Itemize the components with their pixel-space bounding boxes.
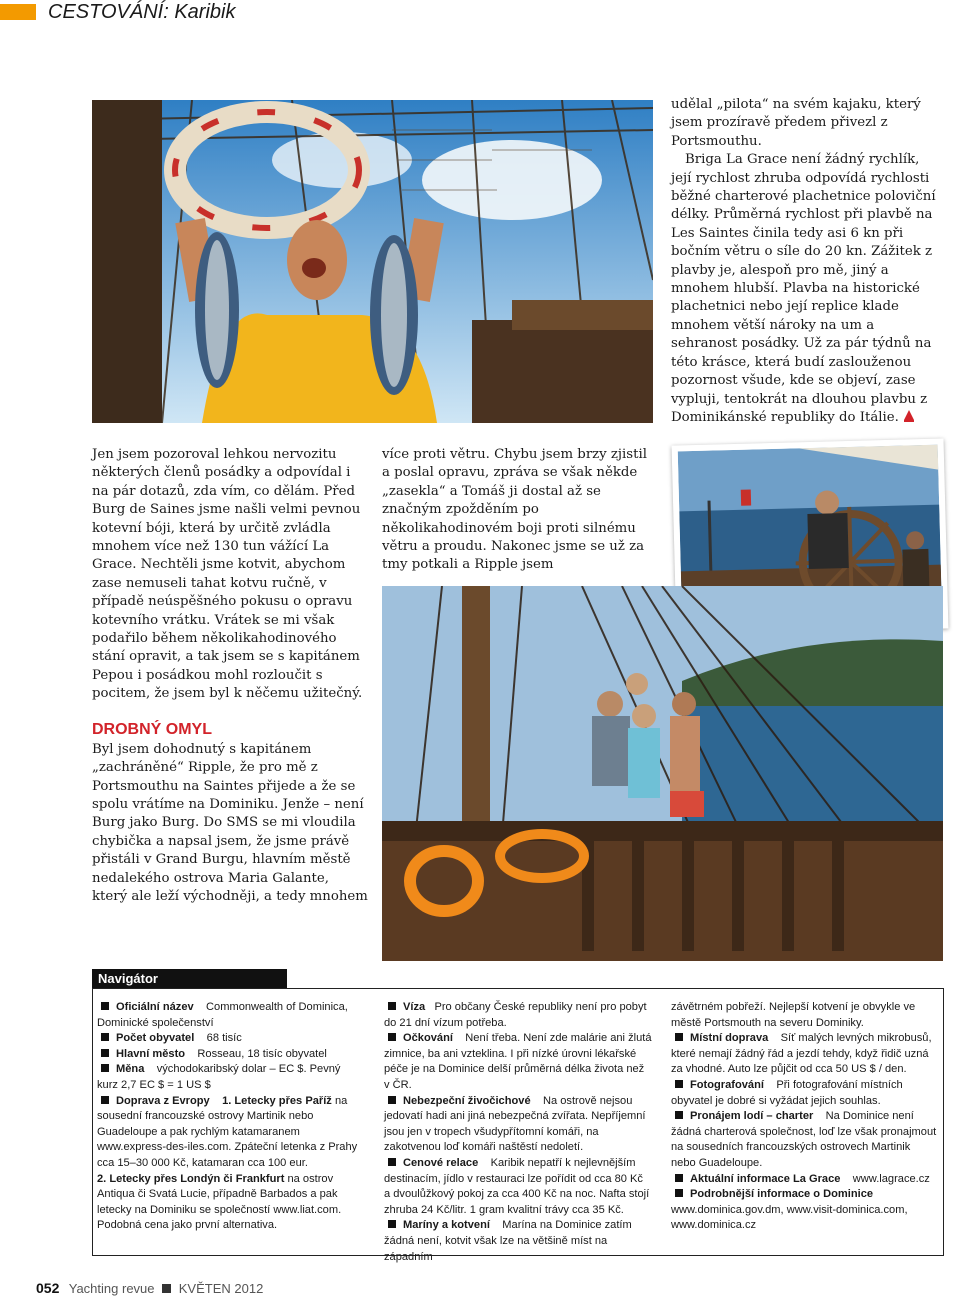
info-item: Cenové relace Karibik nepatří k nejlevnějším destinacím, jídlo v restauraci lze pořídit od cca 80 Kč a dvoulůžkový pokoj za cca 400 Kč na noc. Nafta stojí zhruba 24 Kč/litr. 1 gram kvalitní trávy cca 35 Kč.	[384, 1156, 650, 1216]
info-item: Hlavní město Rosseau, 18 tisíc obyvatel	[97, 1047, 359, 1063]
text-column-middle	[382, 446, 654, 575]
info-item: Očkování Není třeba. Není zde malárie ani žlutá zimnice, ba ani vzteklina. I při nízké úrovni lékařské péče je na Dominice delší průměrná délka života než v ČR.	[384, 1032, 652, 1091]
paragraph: Byl jsem dohodnutý s kapitánem „zachráněné“ Ripple, že pro mě z Portsmouthu na Saintes přijede a že se spolu vrátíme na Dominiku. Jenže – není Burg jako Burg. Do SMS se mi vloudila chybička a napsal jsem, že jsme právě přistáli v Grand Burgu, hlavním městě nedalekého ostrova Maria Galante, který ale leží východněji, a tedy mnohem	[92, 741, 368, 904]
info-item: Měna východokaribský dolar – EC $. Pevný kurz 2,7 EC $ = 1 US $	[97, 1063, 341, 1091]
info-item: Oficiální název Commonwealth of Dominica, Dominické společenství	[97, 1001, 348, 1029]
info-item: 2. Letecky přes Londýn či Frankfurt na ostrov Antiqua či Svatá Lucie, případně Barbados a pak letecky na Dominiku se společností www.liat.com. Podobná cena jako první alternativa.	[97, 1172, 342, 1232]
info-item: Počet obyvatel 68 tisíc	[97, 1031, 359, 1047]
paragraph: Briga La Grace není žádný rychlík, její rychlost zhruba odpovídá rychlosti běžné charterové plachetnice poloviční délky. Průměrná rychlost při plavbě na Les Saintes činila tedy asi 6 kn při bočním větru o síle do 20 kn. Zážitek z plavby je, alespoň pro mě, jiný a mnohem hlubší. Plavba na historické plachetnici nebo její replice klade mnohem větší nároky na um a sehranost posádky. Už za pár týdnů na této krásce, která budí zaslouženou pozornost všude, kde se objeví, zase vypluji, tentokrát na dlouhou plavbu z Dominikánské republiky do Itálie.	[671, 152, 936, 425]
photo-fisherman-with-tunas	[92, 100, 653, 423]
info-item: Maríny a kotvení Marína na Dominice zatím žádná není, kotvit však lze na většině míst na západním	[384, 1219, 632, 1263]
separator-square-icon	[162, 1284, 171, 1293]
info-item: Místní doprava Síť malých levných mikrobusů, které nemají žádný řád a jezdí tehdy, když řidič uzná za vhodné. Auto lze půjčit od cca 50 US $ / den.	[671, 1032, 932, 1076]
paragraph: více proti větru. Chybu jsem brzy zjistil a poslal opravu, zpráva se však někde „zasekla“ a Tomáš ji dostal až se značným zpožděním po několikahodinovém boji proti silnému větru a proudu. Nakonec jsme se už za tmy potkali a Ripple jsem	[382, 447, 647, 573]
info-item: Aktuální informace La Grace www.lagrace.cz	[671, 1172, 937, 1188]
info-item: Podrobnější informace o Dominice www.dominica.gov.dm, www.visit-dominica.com, www.dominica.cz	[671, 1188, 908, 1232]
paragraph: Jen jsem pozoroval lehkou nervozitu některých členů posádky a odpovídal i na pár dotazů, zda vím, co dělám. Před Burg de Saines jsme našli velmi pevnou kotevní bóji, která by určitě zvládla mnohem více než 130 tun vážící La Grace. Nechtěli jsme kotvit, abychom zase nemuseli tahat kotvu ručně, v případě neúspěšného pokusu o opravu kotevního vrátku. Vrátek se mi však podařilo během několikahodinového stání opravit, a tak jsem se s kapitánem Pepou i posádkou mohl rozloučit s pocitem, že jsem byl k něčemu užitečný.	[92, 447, 363, 702]
navigator-column-2	[384, 1000, 652, 1265]
info-item: závětrném pobřeží. Nejlepší kotvení je obvykle ve městě Portsmouth na severu Dominiky.	[671, 1001, 916, 1029]
text-column-left	[92, 446, 368, 906]
info-item: Víza Pro občany České republiky není pro pobyt do 21 dní vízum potřeba.	[384, 1001, 647, 1029]
info-item: Pronájem lodí – charter Na Dominice není žádná charterová společnost, loď lze však pronajmout na sousedních francouzských ostrovech Martinik nebo Guadeloupe.	[671, 1110, 937, 1169]
info-item: Doprava z Evropy 1. Letecky přes Paříž na sousední francouzské ostrovy Martinik nebo Guadeloupe a pak rychlým katamaranem www.express-des-iles.com. Zpáteční letenka z Prahy cca 15–30 000 Kč, katamaran cca 100 eur.	[97, 1094, 358, 1169]
photo-crew-on-deck	[382, 586, 943, 961]
text-column-top-right	[671, 96, 943, 427]
magazine-name: Yachting revue	[68, 1281, 155, 1296]
navigator-column-3	[671, 1000, 937, 1234]
page-number: 052	[36, 1280, 60, 1296]
section-color-bar	[0, 4, 36, 20]
section-title: CESTOVÁNÍ: Karibik	[48, 1, 236, 23]
subheading: DROBNÝ OMYL	[92, 720, 212, 738]
navigator-column-1	[97, 1000, 359, 1234]
info-item: Fotografování Při fotografování místních obyvatel je dobré si vyžádat jejich souhlas.	[671, 1078, 903, 1107]
navigator-label: Navigátor	[92, 969, 287, 989]
paragraph: udělal „pilota“ na svém kajaku, který jsem prozíravě předem přivezl z Portsmouthu.	[671, 97, 921, 149]
info-item: Nebezpeční živočichové Na ostrově nejsou jedovatí hadi ani jiná nebezpečná zvířata. Nepříjemní jsou jen v tropech všudypřítomní komáři, na zakotvenou loď komáři naštěstí nedoletí.	[384, 1094, 646, 1154]
sail-end-mark-icon	[903, 410, 915, 422]
issue-date: KVĚTEN 2012	[178, 1281, 264, 1296]
page-footer	[36, 1279, 263, 1297]
